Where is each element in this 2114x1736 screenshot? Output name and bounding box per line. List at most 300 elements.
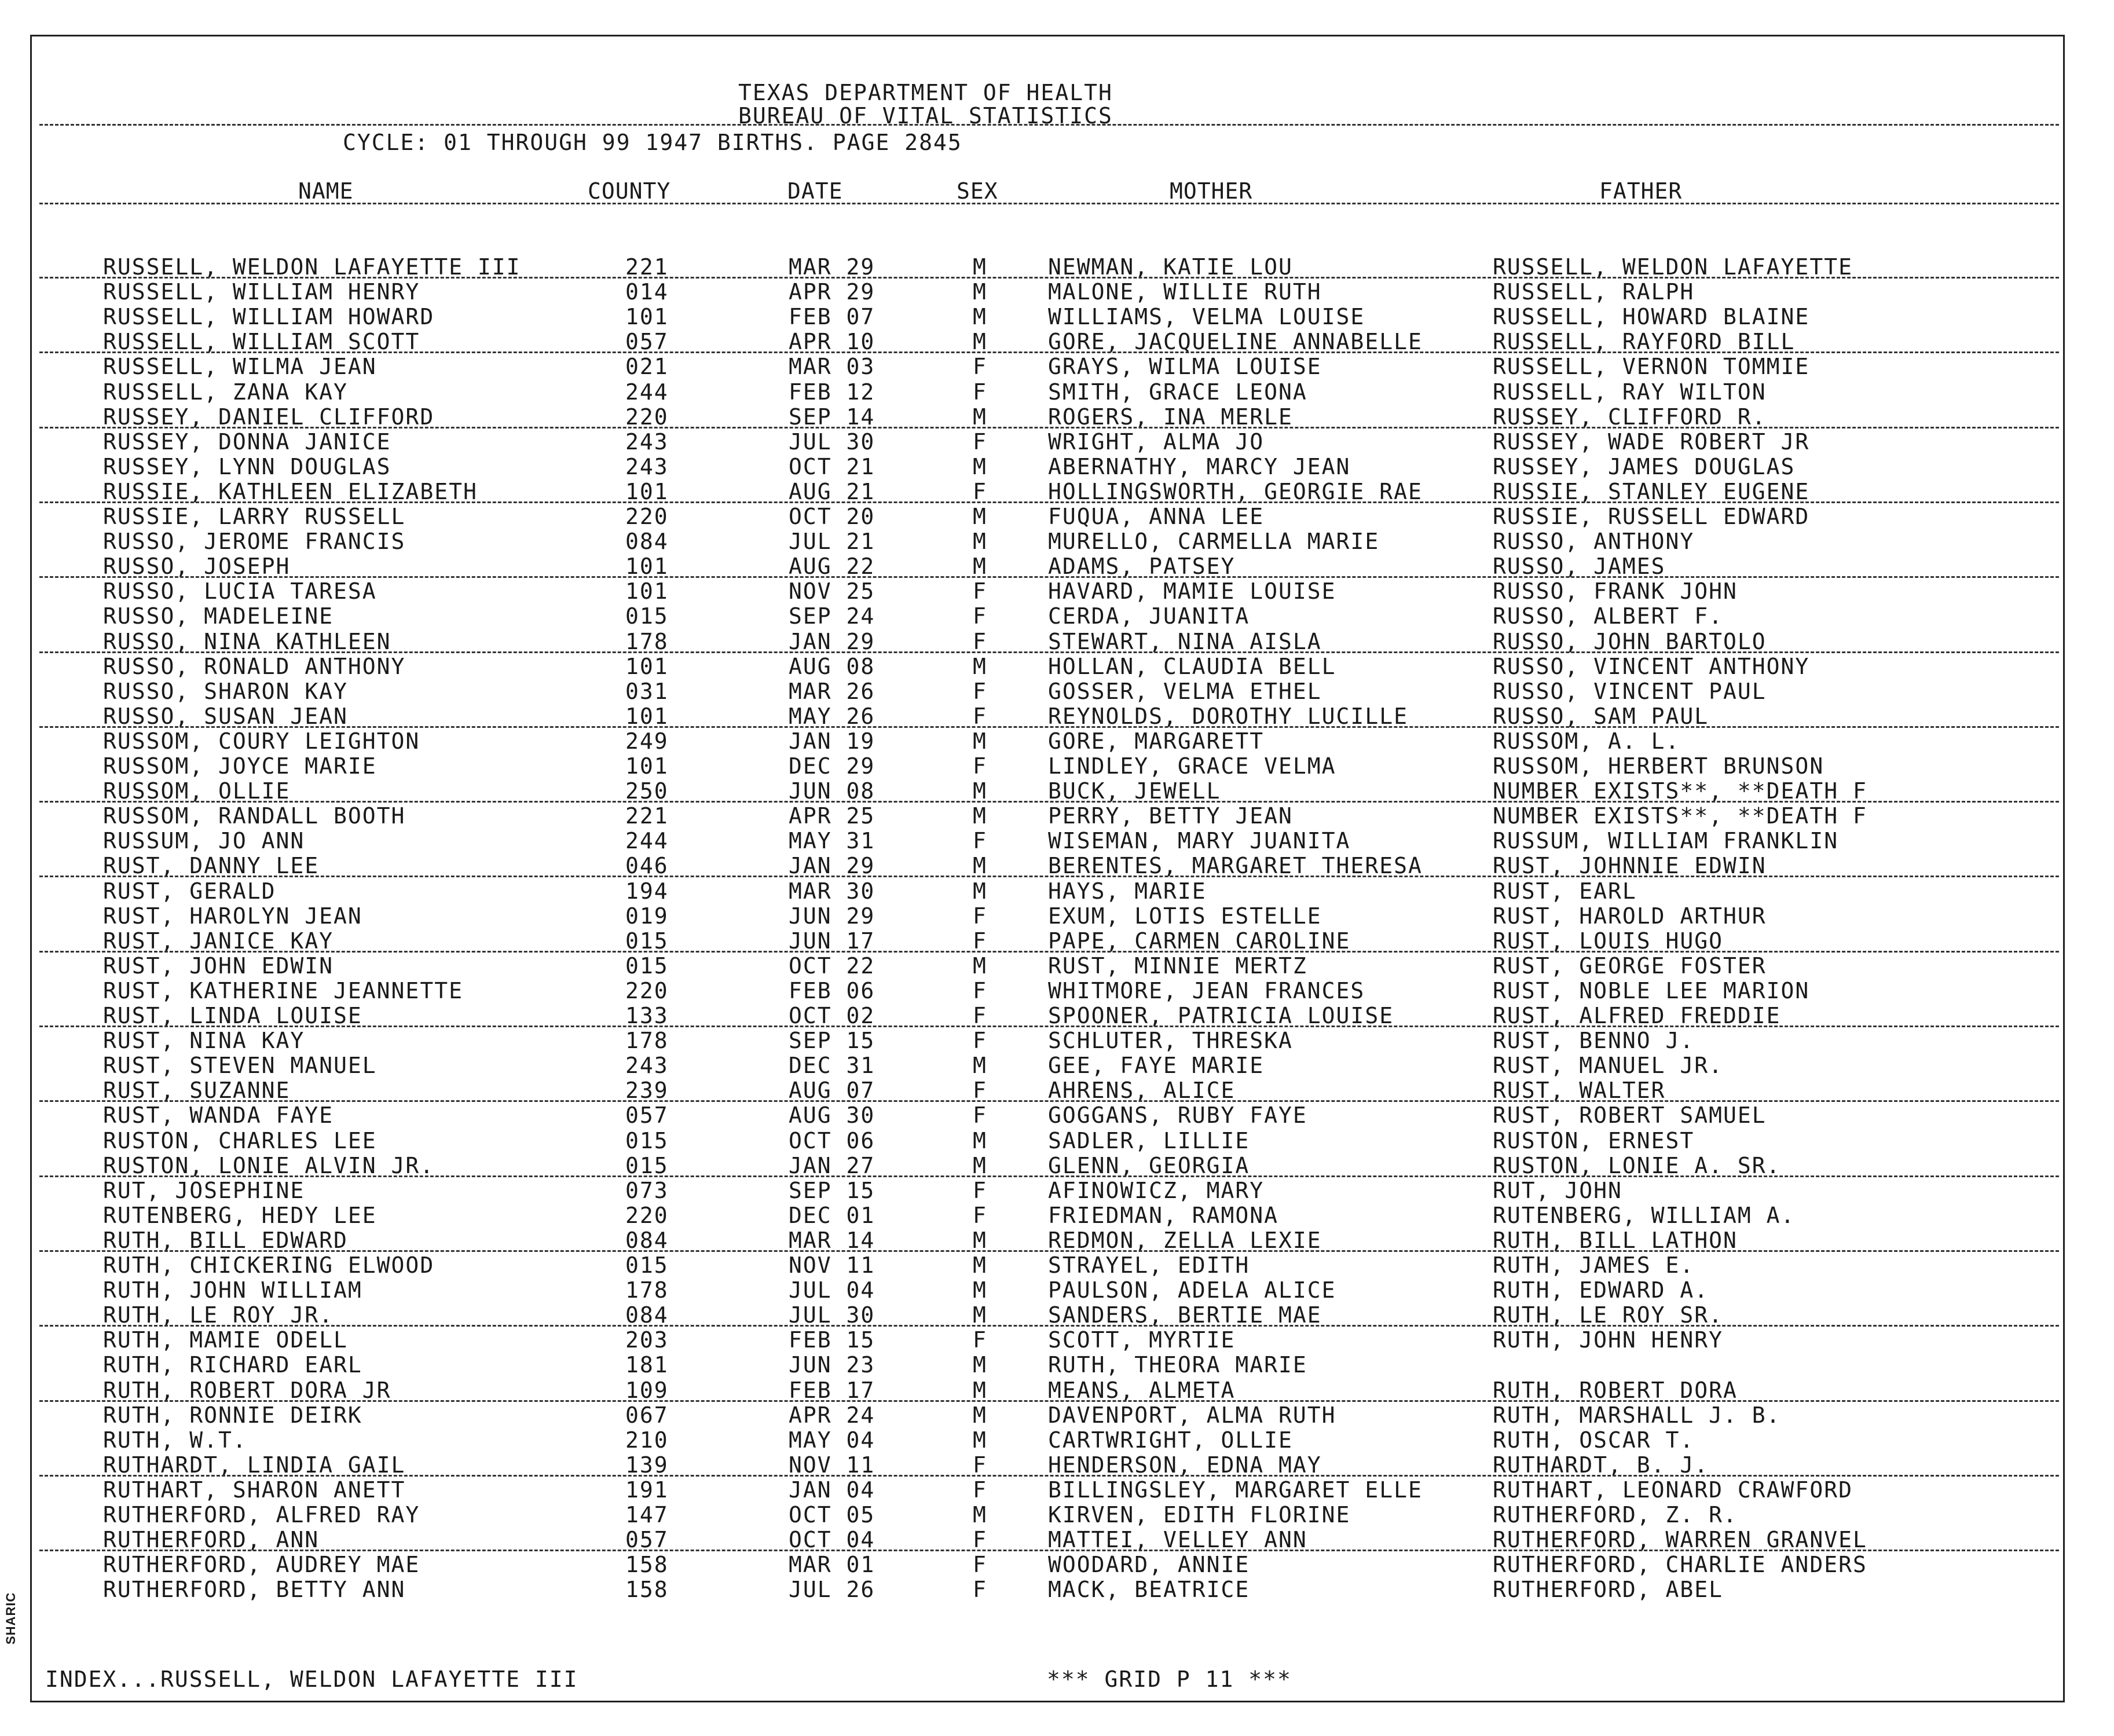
cell-county: 015 (625, 603, 669, 629)
table-row (0, 1153, 2114, 1178)
cell-county: 158 (625, 1552, 669, 1578)
cell-sex: M (973, 554, 987, 580)
table-row (0, 1053, 2114, 1078)
cell-sex: M (973, 453, 987, 479)
cell-sex: M (973, 1227, 987, 1253)
cell-name: RUTH, JOHN WILLIAM (103, 1277, 362, 1303)
cell-sex: F (973, 628, 987, 654)
cell-name: RUSSELL, WILLIAM SCOTT (103, 329, 420, 355)
cell-name: RUSTON, LONIE ALVIN JR. (103, 1152, 435, 1178)
cell-sex: M (973, 1502, 987, 1528)
cell-date: NOV 11 (789, 1252, 875, 1278)
cell-name: RUSSO, JEROME FRANCIS (103, 529, 406, 555)
cell-county: 220 (625, 504, 669, 529)
cell-father: RUSSELL, RAYFORD BILL (1493, 329, 1796, 355)
cell-name: RUST, KATHERINE JEANNETTE (103, 977, 463, 1003)
cell-name: RUTHERFORD, BETTY ANN (103, 1577, 406, 1603)
cell-sex: M (973, 1402, 987, 1428)
cell-sex: F (973, 1552, 987, 1578)
cell-sex: M (973, 953, 987, 979)
cell-mother: SANDERS, BERTIE MAE (1048, 1302, 1322, 1328)
cell-sex: M (973, 1127, 987, 1153)
cell-father: RUSSELL, WELDON LAFAYETTE (1493, 254, 1853, 280)
cell-father: RUST, EARL (1493, 878, 1637, 904)
cell-date: MAY 26 (789, 703, 875, 729)
cell-name: RUSSOM, JOYCE MARIE (103, 753, 377, 779)
cell-date: JUL 26 (789, 1577, 875, 1603)
header-divider (39, 124, 2059, 126)
cell-name: RUTHART, SHARON ANETT (103, 1477, 406, 1503)
cell-date: JUL 21 (789, 529, 875, 555)
cell-county: 178 (625, 1277, 669, 1303)
table-row (0, 1428, 2114, 1453)
cell-county: 244 (625, 828, 669, 854)
cell-sex: M (973, 529, 987, 555)
cell-father: RUST, ALFRED FREDDIE (1493, 1003, 1781, 1028)
table-row (0, 979, 2114, 1003)
cell-sex: F (973, 828, 987, 854)
table-row (0, 305, 2114, 329)
table-row (0, 504, 2114, 529)
cell-mother: WOODARD, ANNIE (1048, 1552, 1250, 1578)
cell-county: 220 (625, 977, 669, 1003)
cell-mother: GORE, MARGARETT (1048, 728, 1265, 754)
cell-sex: M (973, 1277, 987, 1303)
cell-mother: WISEMAN, MARY JUANITA (1048, 828, 1351, 854)
cell-mother: CARTWRIGHT, OLLIE (1048, 1427, 1293, 1453)
cell-sex: M (973, 1053, 987, 1079)
table-row (0, 1228, 2114, 1253)
table-row (0, 1552, 2114, 1577)
cell-name: RUTHARDT, LINDIA GAIL (103, 1452, 406, 1478)
cell-sex: F (973, 753, 987, 779)
cell-date: SEP 14 (789, 404, 875, 430)
cell-county: 178 (625, 628, 669, 654)
cell-mother: MALONE, WILLIE RUTH (1048, 279, 1322, 305)
cell-father: RUTHERFORD, CHARLIE ANDERS (1493, 1552, 1867, 1578)
cell-mother: WILLIAMS, VELMA LOUISE (1048, 304, 1365, 330)
table-row (0, 1129, 2114, 1153)
cell-name: RUSSO, JOSEPH (103, 554, 291, 580)
cell-father: RUSSOM, A. L. (1493, 728, 1680, 754)
cell-county: 015 (625, 1252, 669, 1278)
cell-county: 031 (625, 678, 669, 704)
cell-name: RUSSELL, WELDON LAFAYETTE III (103, 254, 521, 280)
cell-father: RUSSO, ALBERT F. (1493, 603, 1724, 629)
cell-mother: LINDLEY, GRACE VELMA (1048, 753, 1336, 779)
column-header-divider (39, 203, 2059, 204)
cell-county: 101 (625, 478, 669, 504)
cell-father: RUTHERFORD, WARREN GRANVEL (1493, 1527, 1867, 1553)
table-row (0, 1178, 2114, 1203)
cell-mother: GORE, JACQUELINE ANNABELLE (1048, 329, 1423, 355)
cell-county: 181 (625, 1352, 669, 1378)
cell-mother: CERDA, JUANITA (1048, 603, 1250, 629)
cell-father: RUSSO, JAMES (1493, 554, 1666, 580)
cell-father: RUTHERFORD, Z. R. (1493, 1502, 1738, 1528)
cell-father: RUST, BENNO J. (1493, 1028, 1695, 1054)
table-row (0, 854, 2114, 878)
column-header-county: COUNTY (588, 178, 671, 204)
cell-sex: M (973, 329, 987, 355)
cell-father: RUSSELL, RALPH (1493, 279, 1695, 305)
cell-date: JUL 30 (789, 1302, 875, 1328)
cell-name: RUSSO, LUCIA TARESA (103, 578, 377, 605)
cell-name: RUST, HAROLYN JEAN (103, 903, 362, 929)
cell-date: JUL 04 (789, 1277, 875, 1303)
cell-sex: M (973, 504, 987, 529)
cell-mother: ROGERS, INA MERLE (1048, 404, 1293, 430)
cell-date: FEB 17 (789, 1377, 875, 1403)
cell-mother: WHITMORE, JEAN FRANCES (1048, 977, 1365, 1003)
cell-mother: GRAYS, WILMA LOUISE (1048, 354, 1322, 380)
cell-mother: MURELLO, CARMELLA MARIE (1048, 529, 1380, 555)
cell-date: NOV 11 (789, 1452, 875, 1478)
cell-mother: PAPE, CARMEN CAROLINE (1048, 928, 1351, 954)
cell-date: AUG 30 (789, 1103, 875, 1129)
cell-father: RUSTON, LONIE A. SR. (1493, 1152, 1781, 1178)
cell-county: 220 (625, 404, 669, 430)
cell-date: JAN 29 (789, 853, 875, 879)
cell-name: RUTH, RICHARD EARL (103, 1352, 362, 1378)
cell-mother: BERENTES, MARGARET THERESA (1048, 853, 1423, 879)
table-row (0, 654, 2114, 679)
cell-father: RUTHART, LEONARD CRAWFORD (1493, 1477, 1853, 1503)
table-row (0, 1403, 2114, 1428)
cell-father: RUTH, OSCAR T. (1493, 1427, 1695, 1453)
cell-mother: ABERNATHY, MARCY JEAN (1048, 453, 1351, 479)
cell-county: 073 (625, 1177, 669, 1203)
cell-sex: M (973, 728, 987, 754)
table-row (0, 1103, 2114, 1128)
cell-county: 084 (625, 1227, 669, 1253)
cell-county: 057 (625, 329, 669, 355)
cell-name: RUTH, W.T. (103, 1427, 247, 1453)
table-row (0, 1028, 2114, 1053)
cell-date: AUG 07 (789, 1078, 875, 1104)
table-row (0, 1528, 2114, 1552)
cell-county: 243 (625, 1053, 669, 1079)
cell-father: RUST, GEORGE FOSTER (1493, 953, 1767, 979)
cell-county: 015 (625, 928, 669, 954)
cell-date: JUN 23 (789, 1352, 875, 1378)
cell-father: RUTH, MARSHALL J. B. (1493, 1402, 1781, 1428)
cell-county: 239 (625, 1078, 669, 1104)
cell-mother: BILLINGSLEY, MARGARET ELLE (1048, 1477, 1423, 1503)
cell-father: RUSSELL, HOWARD BLAINE (1493, 304, 1810, 330)
cell-date: JUN 29 (789, 903, 875, 929)
cell-county: 243 (625, 428, 669, 455)
table-row (0, 405, 2114, 430)
cell-name: RUSSUM, JO ANN (103, 828, 305, 854)
cell-county: 139 (625, 1452, 669, 1478)
cell-sex: F (973, 928, 987, 954)
cell-father: RUTHERFORD, ABEL (1493, 1577, 1724, 1603)
table-row (0, 430, 2114, 455)
cell-date: MAR 01 (789, 1552, 875, 1578)
table-row (0, 704, 2114, 729)
cell-date: AUG 21 (789, 478, 875, 504)
table-row (0, 1003, 2114, 1028)
cell-date: OCT 05 (789, 1502, 875, 1528)
cell-name: RUSSOM, OLLIE (103, 778, 291, 804)
cell-mother: DAVENPORT, ALMA RUTH (1048, 1402, 1336, 1428)
cell-sex: M (973, 803, 987, 829)
cell-date: JUL 30 (789, 428, 875, 455)
cell-county: 221 (625, 254, 669, 280)
table-row (0, 754, 2114, 779)
cell-name: RUST, WANDA FAYE (103, 1103, 334, 1129)
cell-name: RUST, DANNY LEE (103, 853, 320, 879)
table-row (0, 1478, 2114, 1503)
cell-mother: HAYS, MARIE (1048, 878, 1207, 904)
cell-county: 210 (625, 1427, 669, 1453)
column-header-mother: MOTHER (1170, 178, 1253, 204)
cell-sex: M (973, 404, 987, 430)
cell-county: 249 (625, 728, 669, 754)
cell-date: AUG 08 (789, 653, 875, 679)
cell-father: RUST, ROBERT SAMUEL (1493, 1103, 1767, 1129)
cell-county: 101 (625, 753, 669, 779)
table-row (0, 1577, 2114, 1602)
cell-mother: REYNOLDS, DOROTHY LUCILLE (1048, 703, 1408, 729)
cell-date: MAR 29 (789, 254, 875, 280)
cell-county: 109 (625, 1377, 669, 1403)
cell-sex: M (973, 1352, 987, 1378)
table-row (0, 829, 2114, 854)
cell-county: 221 (625, 803, 669, 829)
cell-county: 203 (625, 1327, 669, 1353)
table-row (0, 729, 2114, 754)
table-row (0, 904, 2114, 929)
cell-sex: F (973, 1177, 987, 1203)
table-row (0, 929, 2114, 954)
table-row (0, 579, 2114, 604)
cell-name: RUTHERFORD, AUDREY MAE (103, 1552, 420, 1578)
cell-county: 243 (625, 453, 669, 479)
cell-name: RUSSOM, RANDALL BOOTH (103, 803, 406, 829)
cell-date: APR 29 (789, 279, 875, 305)
index-footer: INDEX...RUSSELL, WELDON LAFAYETTE III (45, 1667, 578, 1692)
cell-date: OCT 06 (789, 1127, 875, 1153)
cell-sex: F (973, 603, 987, 629)
cell-county: 046 (625, 853, 669, 879)
cell-father: RUSSIE, STANLEY EUGENE (1493, 478, 1810, 504)
cell-father: RUTENBERG, WILLIAM A. (1493, 1202, 1796, 1228)
cell-name: RUSSELL, WILLIAM HENRY (103, 279, 420, 305)
cell-date: AUG 22 (789, 554, 875, 580)
table-row (0, 280, 2114, 305)
cell-sex: F (973, 379, 987, 405)
cell-date: SEP 15 (789, 1177, 875, 1203)
cell-sex: M (973, 1377, 987, 1403)
cell-sex: F (973, 428, 987, 455)
cell-county: 057 (625, 1103, 669, 1129)
cell-father: RUSSEY, CLIFFORD R. (1493, 404, 1767, 430)
cell-sex: F (973, 1003, 987, 1028)
cell-sex: F (973, 1078, 987, 1104)
cell-county: 057 (625, 1527, 669, 1553)
cell-father: RUST, LOUIS HUGO (1493, 928, 1724, 954)
table-row (0, 455, 2114, 479)
grid-footer: *** GRID P 11 *** (1047, 1667, 1292, 1692)
table-row (0, 255, 2114, 280)
table-row (0, 779, 2114, 804)
cell-father: RUSSELL, VERNON TOMMIE (1493, 354, 1810, 380)
cell-father: NUMBER EXISTS**, **DEATH F (1493, 803, 1867, 829)
cell-sex: M (973, 778, 987, 804)
cell-county: 101 (625, 554, 669, 580)
cell-sex: F (973, 1028, 987, 1054)
cell-county: 084 (625, 529, 669, 555)
cell-name: RUTHERFORD, ANN (103, 1527, 320, 1553)
cell-name: RUST, STEVEN MANUEL (103, 1053, 377, 1079)
cell-father: RUSSUM, WILLIAM FRANKLIN (1493, 828, 1839, 854)
cell-date: OCT 02 (789, 1003, 875, 1028)
cell-name: RUSSIE, LARRY RUSSELL (103, 504, 406, 529)
cell-sex: F (973, 1527, 987, 1553)
cell-father: RUTH, ROBERT DORA (1493, 1377, 1738, 1403)
cell-name: RUSTON, CHARLES LEE (103, 1127, 377, 1153)
cell-county: 158 (625, 1577, 669, 1603)
cell-name: RUT, JOSEPHINE (103, 1177, 305, 1203)
cell-mother: HAVARD, MAMIE LOUISE (1048, 578, 1336, 605)
cell-name: RUST, GERALD (103, 878, 276, 904)
cell-father: RUSSO, ANTHONY (1493, 529, 1695, 555)
cell-mother: MEANS, ALMETA (1048, 1377, 1236, 1403)
cell-sex: F (973, 478, 987, 504)
cell-county: 101 (625, 304, 669, 330)
cell-mother: STRAYEL, EDITH (1048, 1252, 1250, 1278)
cell-father: RUSTON, ERNEST (1493, 1127, 1695, 1153)
cell-date: APR 10 (789, 329, 875, 355)
cell-county: 019 (625, 903, 669, 929)
cell-name: RUSSO, MADELEINE (103, 603, 334, 629)
cell-date: SEP 15 (789, 1028, 875, 1054)
cell-county: 133 (625, 1003, 669, 1028)
cell-name: RUSSEY, DANIEL CLIFFORD (103, 404, 435, 430)
cell-father: RUSSO, VINCENT ANTHONY (1493, 653, 1810, 679)
cell-name: RUSSEY, DONNA JANICE (103, 428, 391, 455)
cell-father: RUST, HAROLD ARTHUR (1493, 903, 1767, 929)
cell-mother: AFINOWICZ, MARY (1048, 1177, 1265, 1203)
cell-date: NOV 25 (789, 578, 875, 605)
cell-mother: FRIEDMAN, RAMONA (1048, 1202, 1279, 1228)
cell-father: RUST, JOHNNIE EDWIN (1493, 853, 1767, 879)
cell-county: 101 (625, 703, 669, 729)
cell-sex: F (973, 1477, 987, 1503)
cell-name: RUTH, RONNIE DEIRK (103, 1402, 362, 1428)
cell-date: JAN 04 (789, 1477, 875, 1503)
cell-county: 021 (625, 354, 669, 380)
cell-father: RUSSO, VINCENT PAUL (1493, 678, 1767, 704)
agency-title: TEXAS DEPARTMENT OF HEALTH (738, 80, 1113, 105)
table-row (0, 1378, 2114, 1403)
cell-name: RUTH, ROBERT DORA JR (103, 1377, 391, 1403)
cell-name: RUTH, CHICKERING ELWOOD (103, 1252, 435, 1278)
cell-mother: FUQUA, ANNA LEE (1048, 504, 1265, 529)
cell-father: NUMBER EXISTS**, **DEATH F (1493, 778, 1867, 804)
cell-sex: F (973, 903, 987, 929)
cell-county: 147 (625, 1502, 669, 1528)
cell-sex: F (973, 977, 987, 1003)
cell-county: 178 (625, 1028, 669, 1054)
cell-mother: PERRY, BETTY JEAN (1048, 803, 1293, 829)
cell-date: OCT 20 (789, 504, 875, 529)
cell-father: RUTH, BILL LATHON (1493, 1227, 1738, 1253)
cell-date: OCT 22 (789, 953, 875, 979)
cell-mother: KIRVEN, EDITH FLORINE (1048, 1502, 1351, 1528)
cell-name: RUST, LINDA LOUISE (103, 1003, 362, 1028)
table-row (0, 1078, 2114, 1103)
cell-sex: M (973, 304, 987, 330)
cell-mother: REDMON, ZELLA LEXIE (1048, 1227, 1322, 1253)
cell-father: RUSSEY, JAMES DOUGLAS (1493, 453, 1796, 479)
cell-mother: EXUM, LOTIS ESTELLE (1048, 903, 1322, 929)
cell-name: RUST, SUZANNE (103, 1078, 291, 1104)
cell-county: 101 (625, 653, 669, 679)
cell-mother: STEWART, NINA AISLA (1048, 628, 1322, 654)
cell-sex: F (973, 1202, 987, 1228)
cell-name: RUSSO, SHARON KAY (103, 678, 348, 704)
cell-date: MAR 03 (789, 354, 875, 380)
cell-date: JUN 17 (789, 928, 875, 954)
table-row (0, 1328, 2114, 1353)
cell-sex: F (973, 578, 987, 605)
table-row (0, 354, 2114, 379)
cell-sex: M (973, 1152, 987, 1178)
table-row (0, 529, 2114, 554)
cell-father: RUTH, JAMES E. (1493, 1252, 1695, 1278)
table-row (0, 1503, 2114, 1528)
cell-father: RUST, MANUEL JR. (1493, 1053, 1724, 1079)
table-row (0, 604, 2114, 629)
cell-county: 084 (625, 1302, 669, 1328)
cell-mother: HOLLAN, CLAUDIA BELL (1048, 653, 1336, 679)
cell-county: 244 (625, 379, 669, 405)
cell-name: RUST, JOHN EDWIN (103, 953, 334, 979)
cell-county: 194 (625, 878, 669, 904)
cell-father: RUSSO, FRANK JOHN (1493, 578, 1738, 605)
table-row (0, 329, 2114, 354)
table-row (0, 554, 2114, 579)
cell-name: RUSSO, RONALD ANTHONY (103, 653, 406, 679)
cell-county: 220 (625, 1202, 669, 1228)
cell-name: RUSSEY, LYNN DOUGLAS (103, 453, 391, 479)
side-label: SHARIC (3, 1592, 18, 1645)
cell-father: RUSSELL, RAY WILTON (1493, 379, 1767, 405)
cell-date: OCT 21 (789, 453, 875, 479)
cell-date: JAN 27 (789, 1152, 875, 1178)
cell-sex: F (973, 703, 987, 729)
cell-date: MAR 14 (789, 1227, 875, 1253)
cell-date: DEC 31 (789, 1053, 875, 1079)
cell-sex: F (973, 678, 987, 704)
cell-county: 015 (625, 953, 669, 979)
table-row (0, 1278, 2114, 1303)
cell-father: RUST, WALTER (1493, 1078, 1666, 1104)
cell-name: RUTH, LE ROY JR. (103, 1302, 334, 1328)
table-row (0, 1353, 2114, 1378)
cell-date: JAN 29 (789, 628, 875, 654)
cell-date: DEC 29 (789, 753, 875, 779)
cell-father: RUTH, LE ROY SR. (1493, 1302, 1724, 1328)
cycle-line: CYCLE: 01 THROUGH 99 1947 BIRTHS. PAGE 2845 (343, 130, 962, 155)
cell-mother: BUCK, JEWELL (1048, 778, 1221, 804)
cell-date: OCT 04 (789, 1527, 875, 1553)
cell-mother: SCOTT, MYRTIE (1048, 1327, 1236, 1353)
cell-mother: SADLER, LILLIE (1048, 1127, 1250, 1153)
